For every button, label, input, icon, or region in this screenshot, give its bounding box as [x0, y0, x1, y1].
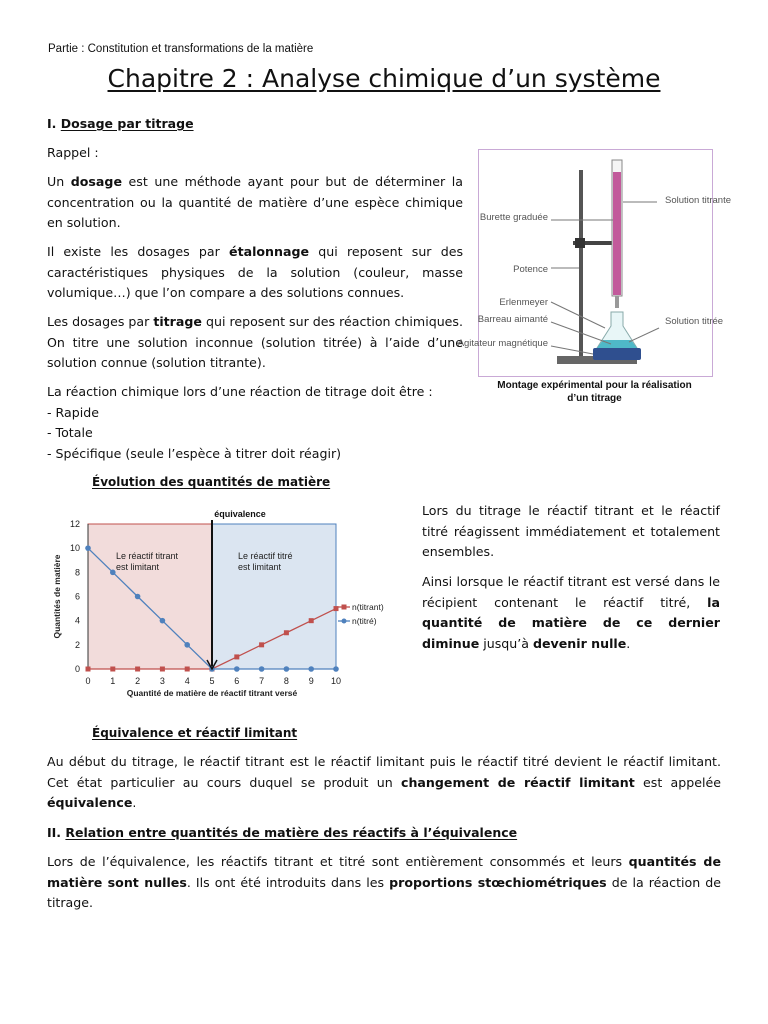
- data-point-titre: [160, 618, 166, 624]
- text: . Ils ont été introduits dans les: [186, 874, 390, 890]
- text: Les dosages par: [47, 314, 154, 329]
- data-point-titre: [135, 594, 141, 600]
- text: qui reposent sur des caractéristiques physiques de la solution (couleur, masse volumique…) que l’on compare a des solutions connues.: [47, 244, 464, 300]
- y-tick-label: 10: [69, 543, 80, 554]
- rappel-label: Rappel :: [47, 145, 99, 160]
- section-1-heading: [47, 116, 194, 131]
- data-point-titre: [184, 642, 190, 648]
- data-point-titre: [85, 545, 91, 551]
- legend-marker: [342, 605, 347, 610]
- paragraph-titrage: [47, 312, 463, 374]
- magnetic-stirrer: [593, 348, 641, 360]
- data-point-titrant: [334, 606, 339, 611]
- page-title: Chapitre 2 : Analyse chimique d’un système: [107, 64, 661, 93]
- bold-text: la quantité de matière de ce dernier diminue: [422, 594, 720, 651]
- bold-text: quantités de matière sont nulles: [47, 854, 721, 890]
- text: Lors de l’équivalence, les réactifs titrant et titré sont entièrement consommés et leurs: [47, 854, 629, 869]
- x-tick-label: 3: [159, 676, 165, 686]
- legend-entry: n(titrant): [352, 602, 384, 612]
- text: jusqu’à: [479, 635, 533, 651]
- text: .: [132, 795, 137, 810]
- y-tick-label: 4: [74, 615, 80, 626]
- x-tick-label: 4: [184, 676, 190, 686]
- y-tick-label: 2: [74, 639, 80, 650]
- y-tick-label: 6: [74, 591, 80, 602]
- data-point-titrant: [160, 667, 165, 672]
- section-2-title: Relation entre quantités de matière des réactifs à l’équivalence: [65, 825, 518, 840]
- section-2-paragraph: [47, 852, 721, 914]
- paragraph-dosage: [47, 172, 463, 234]
- text: qui reposent sur des réaction chimiques. On titre une solution inconnue (solution titrée) à l’aide d’une solution connue (solution titrante).: [47, 314, 463, 370]
- list-item: - Rapide: [47, 404, 99, 420]
- caption-line: d’un titrage: [567, 393, 622, 404]
- list-item: - Spécifique (seule l’espèce à titrer doit réagir): [47, 445, 342, 461]
- section-2-heading: [47, 825, 517, 840]
- data-point-titrant: [309, 618, 314, 623]
- bold-text: titrage: [153, 314, 202, 329]
- x-tick-label: 2: [135, 676, 141, 686]
- text: est appelée: [634, 774, 721, 790]
- legend-marker: [342, 619, 347, 624]
- titrage-requirements: [47, 382, 477, 464]
- label-agitateur: Agitateur magnétique: [457, 338, 548, 349]
- pointer-line: [551, 302, 605, 328]
- data-point-titrant: [185, 667, 190, 672]
- bold-text: changement de réactif limitant: [401, 774, 635, 790]
- region-right-label: Le réactif titré: [238, 551, 293, 561]
- titration-chart: [40, 500, 384, 710]
- region-left-label: Le réactif titrant: [116, 551, 179, 561]
- equivalence-paragraph: [47, 752, 721, 814]
- data-point-titre: [234, 666, 240, 672]
- titrant-liquid: [613, 172, 621, 295]
- x-tick-label: 5: [209, 676, 215, 686]
- data-point-titrant: [284, 630, 289, 635]
- text: Au début du titrage, le réactif titrant est le réactif limitant puis le réactif titré devient le réactif limitant. Cet état particulier au cours duquel se produit un: [47, 754, 721, 790]
- data-point-titre: [308, 666, 314, 672]
- label-solution-titrante: Solution titrante: [665, 195, 732, 206]
- x-tick-label: 8: [283, 676, 289, 686]
- data-point-titre: [284, 666, 290, 672]
- x-tick-label: 9: [308, 676, 314, 686]
- label-erlenmeyer: Erlenmeyer: [499, 297, 548, 308]
- legend-entry: n(titré): [352, 616, 377, 626]
- x-tick-label: 1: [110, 676, 116, 686]
- bold-text: devenir nulle: [533, 635, 627, 651]
- data-point-titre: [333, 666, 339, 672]
- data-point-titrant: [86, 667, 91, 672]
- equivalence-heading: Équivalence et réactif limitant: [92, 726, 298, 740]
- pointer-line: [551, 346, 593, 354]
- data-point-titre: [259, 666, 265, 672]
- figure-caption: [472, 379, 717, 405]
- bold-text: équivalence: [47, 795, 133, 810]
- y-tick-label: 12: [69, 519, 80, 529]
- y-tick-label: 0: [74, 664, 80, 674]
- data-point-titrant: [135, 667, 140, 672]
- titration-setup-illustration: [457, 150, 732, 376]
- equivalence-label: équivalence: [214, 509, 266, 519]
- text: est une méthode ayant pour but de déterminer la concentration ou la quantité de matière d’une espèce chimique en solution.: [47, 174, 464, 230]
- bold-text: étalonnage: [229, 244, 310, 259]
- x-tick-label: 0: [85, 676, 91, 686]
- x-tick-label: 7: [259, 676, 265, 686]
- y-tick-label: 8: [74, 567, 80, 578]
- section-2-number: II.: [47, 825, 62, 840]
- y-axis-label: Quantités de matière: [52, 554, 62, 639]
- text: Ainsi lorsque le réactif titrant est versé dans le récipient contenant le réactif titré,: [422, 574, 720, 610]
- label-barreau: Barreau aimanté: [477, 314, 548, 325]
- data-point-titre: [110, 570, 116, 576]
- text: .: [626, 635, 631, 651]
- evolution-heading: Évolution des quantités de matière: [92, 475, 331, 489]
- data-point-titrant: [234, 654, 239, 659]
- label-burette: Burette graduée: [479, 212, 548, 223]
- stand-rod: [579, 170, 583, 358]
- label-solution-titree: Solution titrée: [665, 316, 724, 327]
- section-1-title: Dosage par titrage: [60, 116, 194, 131]
- titration-setup-figure: [457, 149, 732, 377]
- evolution-text-2: [422, 572, 720, 654]
- region-titrant-limitant: [88, 524, 212, 669]
- text: Il existe les dosages par: [47, 244, 230, 259]
- paragraph-etalonnage: [47, 242, 463, 304]
- text: de la réaction de titrage.: [47, 874, 721, 910]
- pointer-line: [629, 328, 659, 342]
- region-right-label: est limitant: [238, 562, 282, 572]
- requirements-intro: La réaction chimique lors d’une réaction de titrage doit être :: [47, 384, 433, 399]
- bold-text: proportions stœchiométriques: [389, 874, 607, 890]
- data-point-titrant: [110, 667, 115, 672]
- bold-text: dosage: [70, 174, 122, 189]
- clamp-knob: [575, 238, 585, 248]
- caption-line: Montage expérimental pour la réalisation: [497, 380, 692, 391]
- region-titre-limitant: [212, 524, 336, 669]
- burette-tip: [615, 296, 619, 308]
- text: Un: [47, 174, 71, 189]
- list-item: - Totale: [47, 425, 93, 440]
- data-point-titrant: [259, 642, 264, 647]
- label-potence: Potence: [513, 264, 548, 275]
- x-tick-label: 10: [330, 676, 342, 686]
- section-1-number: I.: [47, 116, 57, 131]
- part-heading: Partie : Constitution et transformations de la matière: [48, 43, 314, 55]
- region-left-label: est limitant: [116, 562, 160, 572]
- x-tick-label: 6: [234, 676, 240, 686]
- x-axis-label: Quantité de matière de réactif titrant versé: [126, 688, 298, 698]
- evolution-text-1: Lors du titrage le réactif titrant et le réactif titré réagissent immédiatement et totalement ensembles.: [422, 503, 720, 559]
